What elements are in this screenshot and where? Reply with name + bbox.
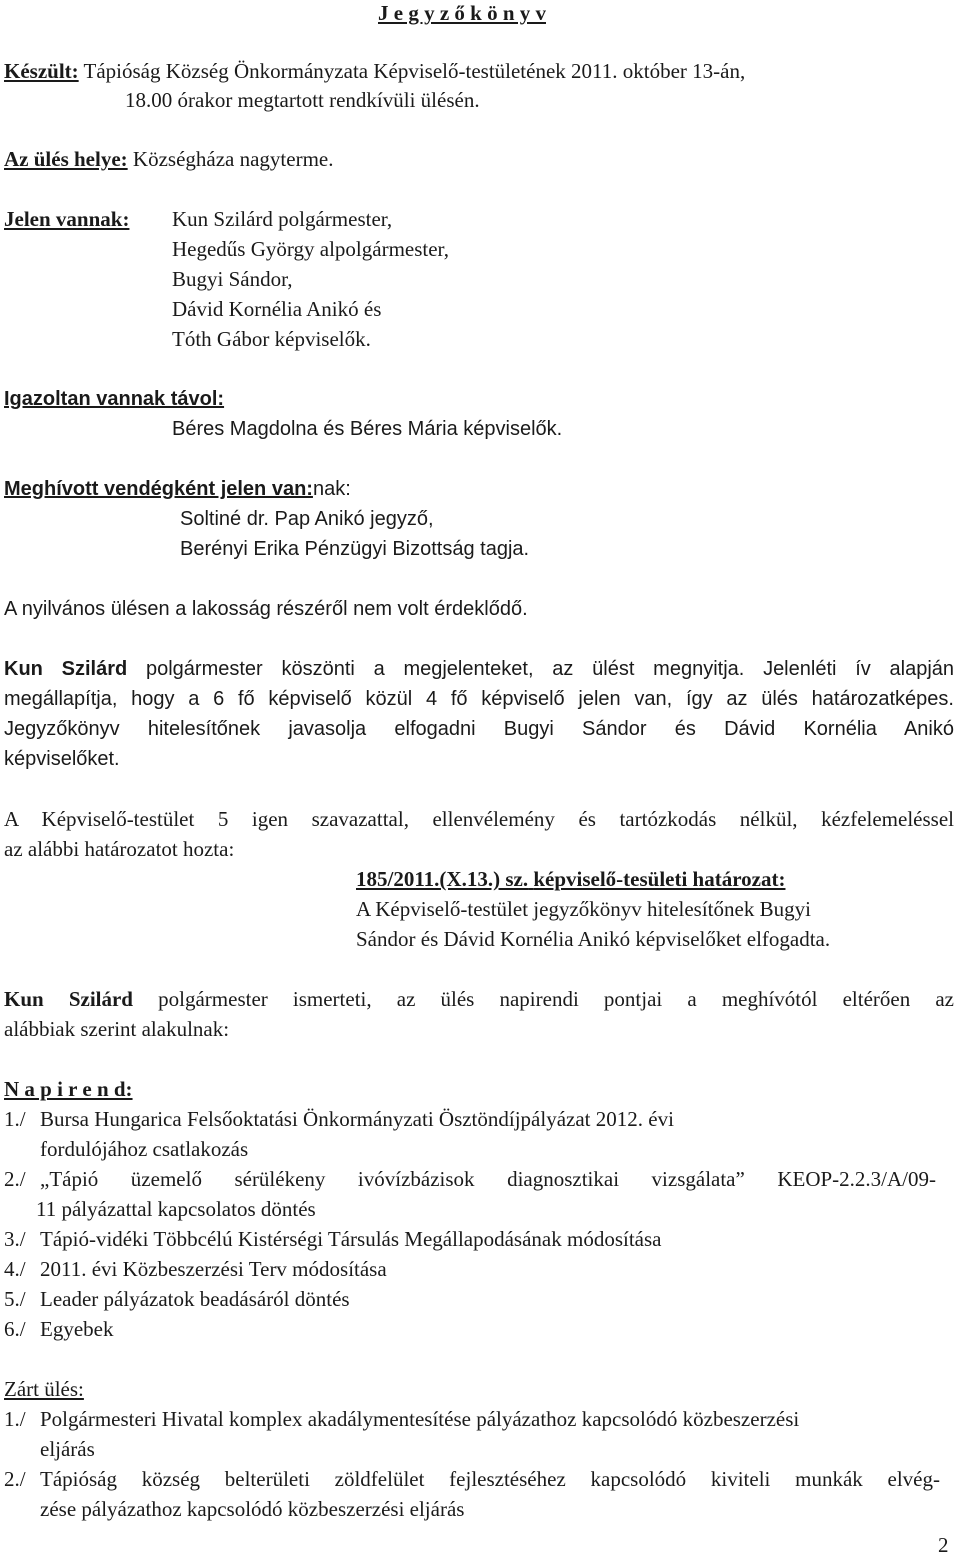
paragraph-2-line-1: [4, 986, 954, 1012]
vendeg-item: Berényi Erika Pénzügyi Bizottság tagja.: [180, 538, 530, 560]
napirend-item-text: Tápió-vidéki Többcélú Kistérségi Társulás Megállapodásának módosítása: [40, 1227, 662, 1251]
vendeg-suffix: nak:: [312, 478, 351, 500]
resolution-line-1: A Képviselő-testület jegyzőkönyv hitelesítőnek Bugyi: [356, 897, 811, 921]
vendeg-item: Soltiné dr. Pap Anikó jegyző,: [180, 508, 434, 530]
resolution-line-2: Sándor és Dávid Kornélia Anikó képviselőket elfogadta.: [356, 927, 831, 951]
napirend-item-num: 1./: [4, 1107, 26, 1131]
p2-name: Kun Szilárd: [4, 987, 133, 1011]
napirend-item-text-cont: 11 pályázattal kapcsolatos döntés: [36, 1197, 316, 1221]
zart-item-text: Tápióság község belterületi zöldfelület fejlesztéséhez kapcsolódó kiviteli munkák elvég-: [40, 1467, 940, 1491]
zart-item-num: 2./: [4, 1467, 26, 1491]
paragraph-1-line-1: [4, 656, 954, 682]
napirend-item-text: Egyebek: [40, 1317, 114, 1341]
page-number: 2: [938, 1533, 949, 1557]
jelen-item: Dávid Kornélia Anikó és: [172, 297, 382, 321]
napirend-item-num: 5./: [4, 1287, 26, 1311]
helye-line: [4, 146, 333, 172]
napirend-item-num: 3./: [4, 1227, 26, 1251]
resolution-heading: [356, 866, 785, 892]
napirend-item-text: Leader pályázatok beadásáról döntés: [40, 1287, 350, 1311]
resolution-number: 185/2011.(X.13.) sz.: [356, 867, 529, 891]
keszult-label: Készült:: [4, 59, 79, 83]
vendeg-label: Meghívott vendégként jelen van:: [4, 478, 313, 500]
p2-line1-rest: polgármester ismerteti, az ülés napirendi pontjai a meghívótól eltérően az: [158, 987, 955, 1011]
vote-line-1: A Képviselő-testület 5 igen szavazattal, ellenvélemény és tartózkodás nélkül, kézfelemeléssel: [4, 807, 954, 831]
resolution-label: képviselő-tesületi határozat:: [533, 867, 786, 891]
zart-item-text-cont: eljárás: [40, 1437, 95, 1461]
zart-item-text: Polgármesteri Hivatal komplex akadálymentesítése pályázathoz kapcsolódó közbeszerzési: [40, 1407, 800, 1431]
paragraph-2-line-2: alábbiak szerint alakulnak:: [4, 1017, 230, 1041]
zart-item-text-cont: zése pályázathoz kapcsolódó közbeszerzési eljárás: [40, 1497, 465, 1521]
napirend-item-text: Bursa Hungarica Felsőoktatási Önkormányzati Ösztöndíjpályázat 2012. évi: [40, 1107, 674, 1131]
napirend-heading: N a p i r e n d:: [4, 1077, 133, 1101]
helye-label: Az ülés helye:: [4, 147, 128, 171]
zart-item-num: 1./: [4, 1407, 26, 1431]
keszult-line: [4, 58, 745, 84]
napirend-item-text: 2011. évi Közbeszerzési Terv módosítása: [40, 1257, 387, 1281]
tavol-label: Igazoltan vannak távol:: [4, 388, 225, 410]
napirend-item-text: „Tápió üzemelő sérülékeny ivóvízbázisok diagnosztikai vizsgálata” KEOP-2.2.3/A/09-: [40, 1167, 936, 1191]
paragraph-1-line-4: képviselőket.: [4, 748, 120, 770]
zart-heading: Zárt ülés:: [4, 1377, 84, 1401]
jelen-item: Hegedűs György alpolgármester,: [172, 237, 449, 261]
napirend-item-num: 2./: [4, 1167, 26, 1191]
p1-name: Kun Szilárd: [4, 658, 128, 680]
keszult-text-2: 18.00 órakor megtartott rendkívüli ülésén.: [125, 88, 480, 112]
napirend-item-num: 4./: [4, 1257, 26, 1281]
napirend-item-num: 6./: [4, 1317, 26, 1341]
vendeg-line: [4, 476, 351, 502]
jelen-item: Bugyi Sándor,: [172, 267, 293, 291]
jelen-item: Kun Szilárd polgármester,: [172, 207, 393, 231]
tavol-value: Béres Magdolna és Béres Mária képviselők.: [172, 418, 563, 440]
jelen-item: Tóth Gábor képviselők.: [172, 327, 371, 351]
napirend-item-text-cont: fordulójához csatlakozás: [40, 1137, 249, 1161]
p1-line1-rest: polgármester köszönti a megjelenteket, az ülést megnyitja. Jelenléti ív alapján: [145, 658, 955, 680]
paragraph-1-line-2: megállapítja, hogy a 6 fő képviselő közül 4 fő képviselő jelen van, így az ülés határozatképes.: [4, 688, 954, 710]
vote-line-2: az alábbi határozatot hozta:: [4, 837, 235, 861]
paragraph-1-line-3: Jegyzőkönyv hitelesítőnek javasolja elfogadni Bugyi Sándor és Dávid Kornélia Anikó: [4, 718, 954, 740]
keszult-text-1: Tápióság Község Önkormányzata Képviselő-testületének 2011. október 13-án,: [83, 59, 746, 83]
jelen-label: Jelen vannak:: [4, 207, 130, 231]
page-title: J e g y z ő k ö n y v: [378, 1, 546, 25]
public-note: A nyilvános ülésen a lakosság részéről nem volt érdeklődő.: [4, 598, 528, 620]
helye-value: Községháza nagyterme.: [132, 147, 334, 171]
